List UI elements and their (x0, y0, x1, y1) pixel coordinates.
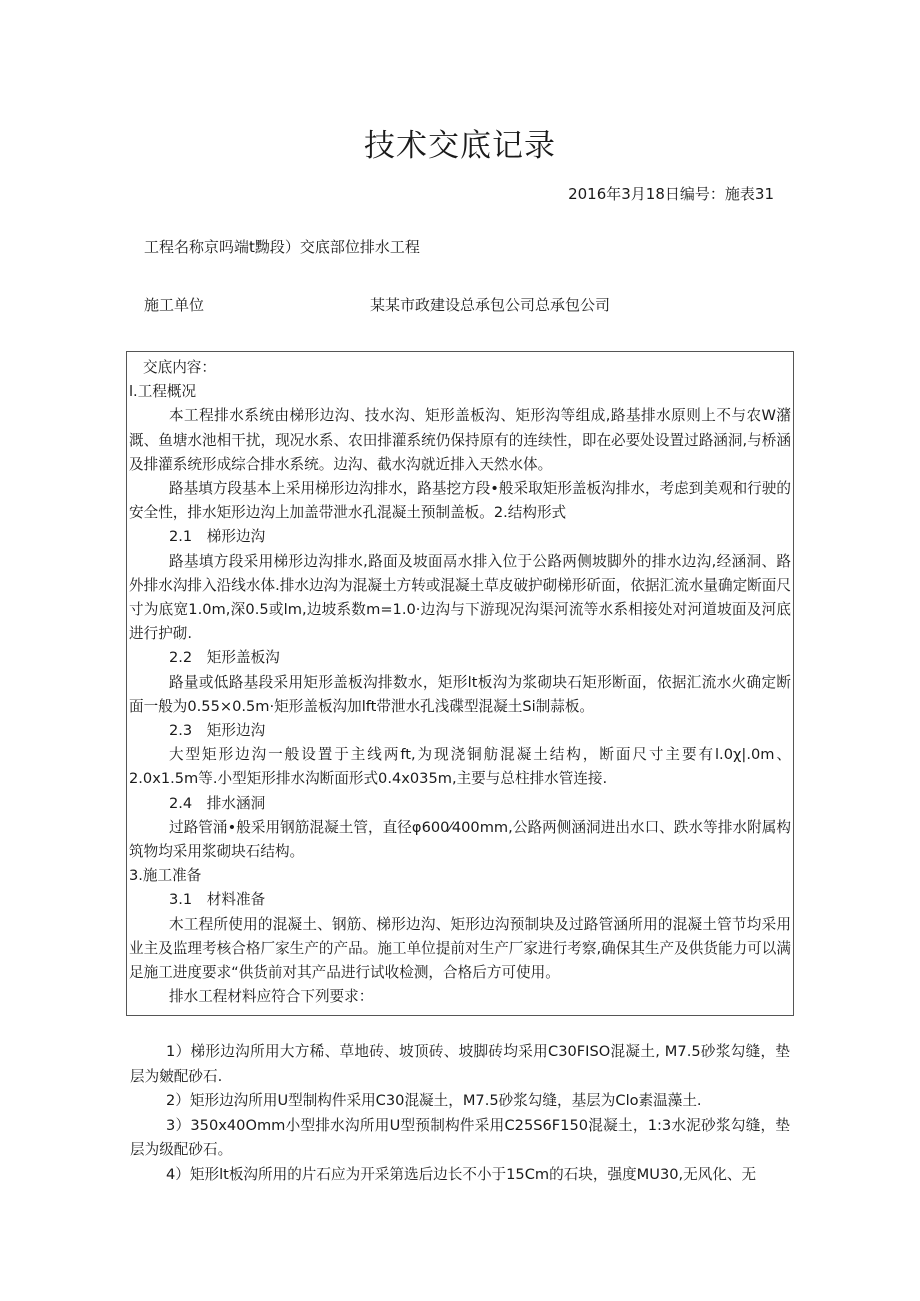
section-heading: 3.施工准备 (129, 867, 202, 885)
paragraph: 排水工程材料应符合下列要求： (169, 988, 374, 1006)
paragraph: 过路管涌•般采用钢筋混凝土管，直径φ600⁄400mm,公路两侧涵洞进出水口、跌水等排水附属构筑物均采用浆砌块石结构。 (129, 818, 791, 861)
subsection-heading: 2.4 排水涵洞 (169, 794, 266, 812)
material-requirements-list (130, 1040, 790, 1187)
list-item: 2）矩形边沟所用U型制构件采用C30混凝土，M7.5砂浆勾缝，基层为Clo素温藻土. (166, 1092, 702, 1109)
construction-unit-label: 施工单位 (144, 296, 205, 314)
subsection-heading: 2.2 矩形盖板沟 (169, 649, 280, 667)
subsection-heading: 2.3 矩形边沟 (169, 722, 266, 740)
page-title: 技术交底记录 (364, 128, 556, 164)
list-item: 1）梯形边沟所用大方稀、草地砖、坡顶砖、坡脚砖均采用C30FISO混凝土, M7.5砂浆勾缝，垫层为皴配砂石. (130, 1043, 790, 1085)
list-item: 3）350x40Omm小型排水沟所用U型预制构件采用C25S6F150混凝土，1:3水泥砂浆勾缝，垫层为级配砂石。 (130, 1116, 790, 1158)
date-and-number: 2016年3月18日编号：施表31 (568, 185, 774, 203)
list-item: 4）矩形lt板沟所用的片石应为开采第选后边长不小于15Cm的石块，强度MU30,无风化、无 (166, 1165, 757, 1183)
subsection-heading: 2.1 梯形边沟 (169, 528, 266, 546)
paragraph: 本工程排水系统由梯形边沟、技水沟、矩形盖板沟、矩形沟等组成,路基排水原则上不与农W潴溉、鱼塘水池相干扰，现况水系、农田排灌系统仍保持原有的连续性，即在必要处设置过路涵洞,与桥涵及排灌系统形成综合排水系统。边沟、截水沟就近排入天然水体。 (129, 407, 791, 473)
subsection-heading: 3.1 材料准备 (169, 891, 266, 909)
project-line: 工程名称京吗端t黝段）交底部位排水工程 (144, 238, 420, 256)
paragraph: 大型矩形边沟一般设置于主线两ft,为现浇铜舫混凝土结构，断面尺寸主要有l.0χ|.0m、2.0x1.5m等.小型矩形排水沟断面形式0.4x035m,主要与总柱排水管连接. (129, 746, 791, 788)
disclosure-content-box (126, 351, 794, 1016)
paragraph: 路基填方段采用梯形边沟排水,路面及坡面鬲水排入位于公路两侧坡脚外的排水边沟,经涵洞、路外排水沟排入沿线水体.排水边沟为混凝土方转或混凝土草皮破护砌梯形斫面，依据汇流水量确定断面尺寸为底宽1.0m,深0.5或lm,边坡系数m=1.0·边沟与下游现况沟渠河流等水系相接处对河道坡面及河底进行护砌. (129, 552, 791, 643)
section-heading: l.工程概况 (129, 383, 197, 401)
paragraph: 路量或低路基段采用矩形盖板沟排数水，矩形lt板沟为浆砌块石矩形断面，依据汇流水火确定断面一般为0.55×0.5m·矩形盖板沟加lft带泄水孔浅碟型混凝土Si制蒜板。 (129, 673, 791, 715)
paragraph: 木工程所使用的混凝土、钢筋、梯形边沟、矩形边沟预制块及过路管涵所用的混凝土管节均采用业主及监理考核合格厂家生产的产品。施工单位提前对生产厂家进行考察,确保其生产及供货能力可以满足施工进度要求“供货前对其产品进行试收检测，合格后方可使用。 (129, 915, 791, 982)
paragraph: 路基填方段基本上采用梯形边沟排水，路基挖方段•般采取矩形盖板沟排水，考虑到美观和行驶的安全性，排水矩形边沟上加盖带泄水孔混凝土预制盖板。2.结构形式 (129, 480, 791, 522)
construction-unit-value: 某某市政建设总承包公司总承包公司 (370, 296, 611, 314)
content-heading: 交底内容： (143, 359, 216, 376)
